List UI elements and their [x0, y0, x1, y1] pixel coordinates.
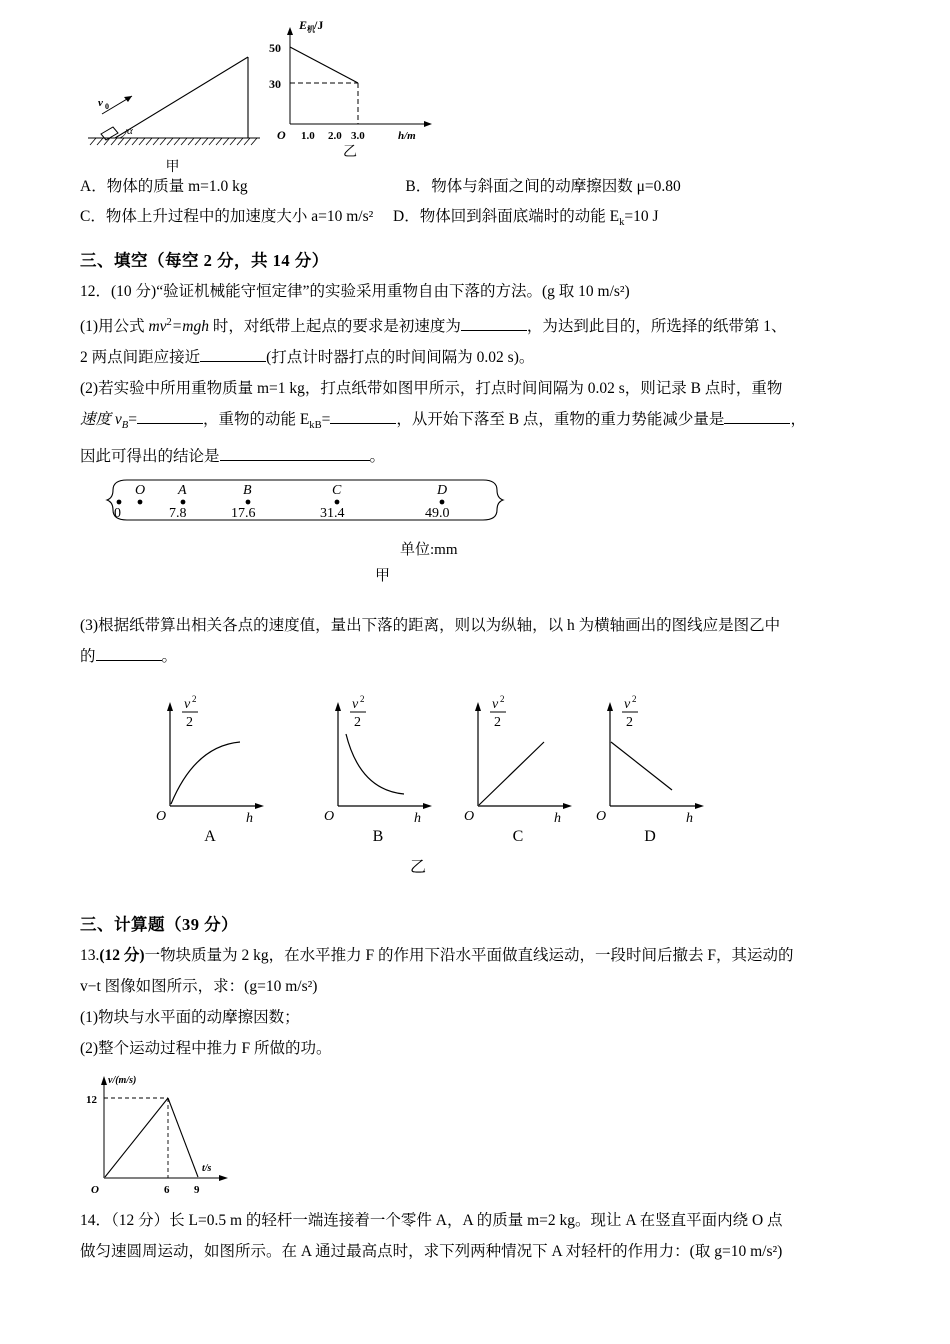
tape-unit-label: 单位:mm	[400, 542, 458, 559]
tape-value-0: 0	[114, 506, 121, 522]
tape-value-C: 31.4	[320, 506, 345, 522]
origin-O: O	[596, 809, 607, 825]
xtick-3: 3.0	[351, 130, 365, 142]
figure-group-incline-and-energy-chart	[80, 0, 880, 175]
tape-value-B: 17.6	[231, 506, 256, 522]
xlabel-h: h	[554, 811, 561, 827]
vt-xtick-9: 9	[194, 1184, 200, 1197]
tape-figure-caption: 甲	[375, 568, 391, 585]
ylabel-sup: 2	[632, 694, 637, 705]
choice-d: D．物体回到斜面底端时的动能 $E_k=10$ J	[393, 208, 659, 229]
option-graph-A	[140, 686, 280, 846]
ytick-30: 30	[269, 77, 281, 91]
ylabel-v: v	[184, 697, 191, 713]
tape-label-C: C	[332, 483, 342, 499]
origin-O: O	[156, 809, 167, 825]
ylabel-den: 2	[626, 715, 633, 731]
ylabel-den: 2	[494, 715, 501, 731]
tape-dot-B	[246, 500, 251, 505]
alpha-label: α	[127, 125, 133, 137]
answer-blank-6[interactable]	[220, 460, 370, 461]
choice-row-cd	[80, 202, 880, 238]
vt-graph-group	[80, 1070, 880, 1205]
xlabel-h: h	[686, 811, 693, 827]
option-graph-B-label: B	[372, 828, 384, 846]
ytick-50: 50	[269, 41, 281, 55]
tape-label-D: D	[437, 483, 448, 499]
xtick-2: 2.0	[328, 130, 342, 142]
q14-stem: 14．（12 分）长 L=0.5 m 的轻杆一端连接着一个零件 A，A 的质量 m=2 kg。现让 A 在竖直平面内绕 O 点 做匀速圆周运动，如图所示。在 A 通过最高点时，求下列两种情况下 A 对轻杆的作用力：(取 g=10 m/s²)	[80, 1212, 783, 1261]
option-graph-B	[308, 686, 448, 846]
ylabel-energy-unit: /J	[314, 18, 324, 32]
tape-dot-O	[138, 500, 143, 505]
origin-label: O	[277, 128, 286, 142]
option-graphs-group	[80, 686, 880, 876]
answer-blank-1[interactable]	[461, 330, 527, 331]
tape-dot-C	[335, 500, 340, 505]
choice-b: B．物体与斜面之间的动摩擦因数 μ=0.80	[405, 178, 681, 195]
option-graph-D	[580, 686, 720, 846]
tape-label-O: O	[135, 483, 146, 499]
ylabel-sup: 2	[192, 694, 197, 705]
ylabel-den: 2	[186, 715, 193, 731]
ylabel-sup: 2	[500, 694, 505, 705]
q12-part3: (3)根据纸带算出相关各点的速度值，量出下落的距离，则以为纵轴，以 h 为横轴画出的图线应是图乙中 的 。	[80, 617, 781, 666]
q12-part1: (1)用公式 $mv^2=mgh$ 时，对纸带上起点的要求是初速度为 ，为达到此目的，所选择的纸带第 1、 2 两点间距应接近 (打点计时器打点的时间间隔为 0.02 s)。	[80, 317, 787, 367]
option-graph-C-label: C	[512, 828, 524, 846]
svg-text:0: 0	[105, 102, 109, 111]
vt-xtick-6: 6	[164, 1184, 170, 1197]
ylabel-den: 2	[354, 715, 361, 731]
q13-sub1: (1)物块与水平面的动摩擦因数；	[80, 1009, 300, 1027]
figure-caption-jia: 甲	[165, 160, 180, 175]
vt-ytick-12: 12	[86, 1094, 97, 1107]
xlabel-h: h	[246, 811, 253, 827]
xlabel-h: h	[414, 811, 421, 827]
answer-blank-3[interactable]	[137, 423, 203, 424]
ylabel-sup: 2	[360, 694, 365, 705]
ylabel-energy: E	[299, 18, 308, 32]
ylabel-v: v	[352, 697, 359, 713]
tape-dot-D	[440, 500, 445, 505]
choice-row-ab	[80, 172, 880, 202]
choice-a: A．物体的质量 m=1.0 kg	[80, 178, 248, 195]
origin-O: O	[464, 809, 475, 825]
option-graph-C	[448, 686, 588, 846]
tape-figure-group	[80, 472, 880, 594]
ylabel-energy-sub: 机	[307, 25, 315, 34]
page-content	[80, 0, 880, 1267]
tape-label-B: B	[243, 483, 252, 499]
vt-xlabel: t/s	[202, 1163, 212, 1175]
figure-caption-yi: 乙	[343, 145, 357, 160]
q12-stem: 12．(10 分)“验证机械能守恒定律”的实验采用重物自由下落的方法。(g 取 10 m/s²)	[80, 283, 630, 301]
energy-height-chart	[255, 14, 445, 161]
answer-blank-7[interactable]	[96, 660, 162, 661]
v0-label: v	[98, 97, 103, 109]
xtick-1: 1.0	[301, 130, 315, 142]
tape-value-A: 7.8	[169, 506, 187, 522]
option-graph-A-label: A	[204, 828, 216, 846]
velocity-time-chart	[80, 1070, 340, 1205]
option-graphs-caption-yi: 乙	[410, 859, 427, 877]
choice-c: C．物体上升过程中的加速度大小 a=10 m/s²	[80, 208, 374, 225]
q13-sub2: (2)整个运动过程中推力 F 所做的功。	[80, 1040, 332, 1058]
option-graph-D-label: D	[644, 828, 656, 846]
ylabel-v: v	[492, 697, 499, 713]
origin-O: O	[324, 809, 335, 825]
vt-ylabel: v/(m/s)	[108, 1075, 137, 1087]
incline-diagram	[80, 30, 265, 176]
tape-value-D: 49.0	[425, 506, 450, 522]
answer-blank-2[interactable]	[200, 361, 266, 362]
q13-stem: 13.(12 分)一物块质量为 2 kg，在水平推力 F 的作用下沿水平面做直线运动，一段时间后撤去 F，其运动的 v−t 图像如图所示，求：(g=10 m/s²)	[80, 947, 794, 996]
tape-label-A: A	[178, 483, 187, 499]
section-heading-fill-in-blanks: 三、填空（每空 2 分，共 14 分）	[80, 251, 329, 271]
answer-blank-4[interactable]	[330, 423, 396, 424]
ylabel-v: v	[624, 697, 631, 713]
vt-origin: O	[91, 1184, 99, 1197]
tape-dot-A	[181, 500, 186, 505]
q12-part2: (2)若实验中所用重物质量 m=1 kg，打点纸带如图甲所示，打点时间间隔为 0.02 s，则记录 B 点时，重物 速度 $v_B=$ ，重物的动能 $E_{kB}=$ ，从开始下落至 B 点，重物的重力势能减少量是 ， 因此可得出的结论是 。	[80, 380, 806, 466]
tape-dot-start	[117, 500, 122, 505]
answer-blank-5[interactable]	[724, 423, 790, 424]
section-heading-calculation: 三、计算题（39 分）	[80, 915, 239, 935]
xlabel-height: h/m	[398, 130, 416, 142]
